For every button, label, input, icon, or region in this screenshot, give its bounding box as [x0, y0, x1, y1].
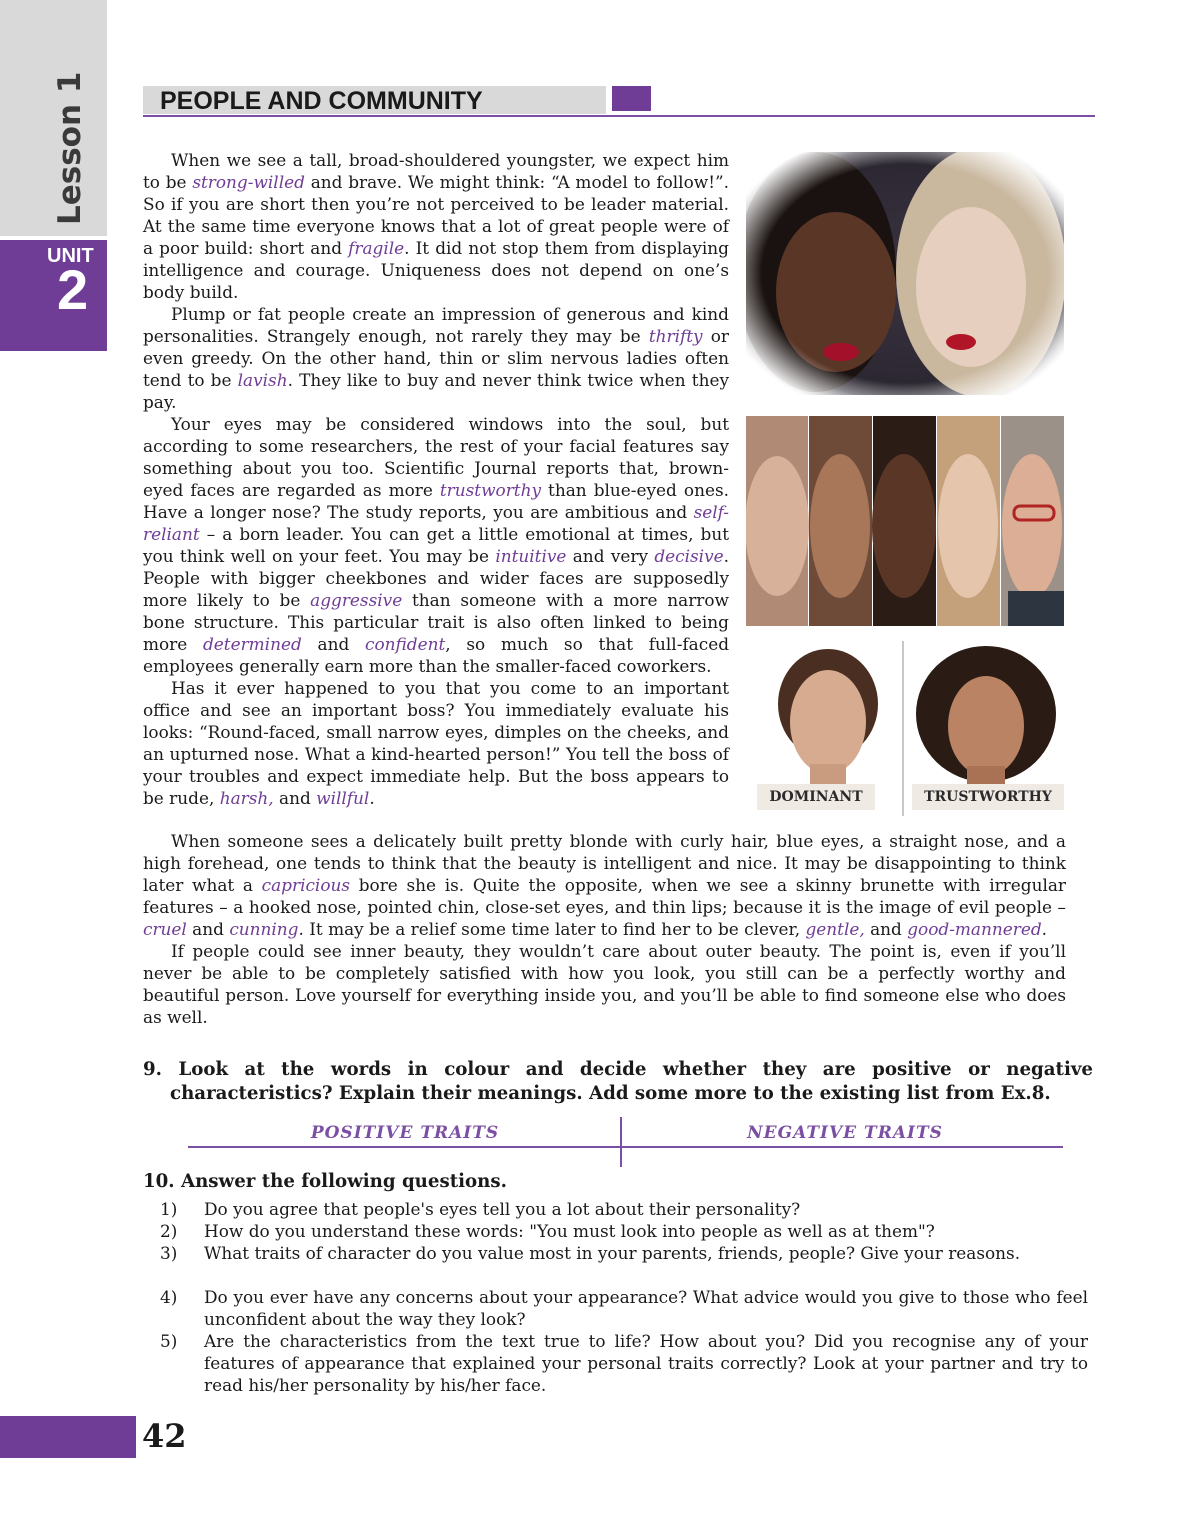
keyword: good-mannered: [907, 919, 1042, 939]
caption-trustworthy: TRUSTWORTHY: [912, 784, 1064, 810]
paragraph-2: Plump or fat people create an impression of generous and kind personalities. Strangely enough, not rarely they may be thrifty or even greedy. On the other hand, thin or slim nervous ladies often tend to be lavish. They like to buy and never think twice when they pay.: [143, 304, 729, 412]
question-item: 5) Are the characteristics from the text true to life? How about you? Did you recognise any of your features of appearance that explained your personal traits correctly? Look at your partner and try to read his/her personality by his/her face.: [160, 1331, 1088, 1395]
task-10-instruction: 10. Answer the following questions.: [143, 1171, 507, 1192]
paragraph-5: When someone sees a delicately built pretty blonde with curly hair, blue eyes, a straight nose, and a high forehead, one tends to think that the beauty is intelligent and nice. It may be disappointing to think later what a capricious bore she is. Quite the opposite, when we see a skinny brunette with irregular features – a hooked nose, pointed chin, close-set eyes, and thin lips; because it is the image of evil people – cruel and cunning. It may be a relief some time later to find her to be clever, gentle, and good-mannered.: [143, 831, 1066, 939]
traits-table-rule: [188, 1146, 1063, 1148]
traits-table-divider: [620, 1117, 622, 1167]
keyword: lavish: [237, 370, 288, 390]
page-number-bar: [0, 1416, 136, 1458]
keyword: willful: [316, 788, 370, 808]
keyword: gentle,: [805, 919, 865, 939]
title-underline: [143, 115, 1095, 117]
page-title: PEOPLE AND COMMUNITY: [160, 87, 483, 115]
keyword: strong-willed: [192, 172, 305, 192]
question-item: 1) Do you agree that people's eyes tell you a lot about their personality?: [160, 1199, 801, 1219]
photo-five-faces: [746, 416, 1064, 626]
keyword: fragile: [348, 238, 405, 258]
keyword: self-reliant: [143, 502, 729, 544]
keyword: trustworthy: [439, 480, 541, 500]
keyword: intuitive: [495, 546, 567, 566]
keyword: harsh,: [219, 788, 274, 808]
keyword: cruel: [143, 919, 187, 939]
negative-traits-heading: NEGATIVE TRAITS: [747, 1123, 943, 1143]
paragraph-6: If people could see inner beauty, they wouldn’t care about outer beauty. The point is, even if you’ll never be able to be completely satisfied with how you look, you still can be a perfectly worthy and beautiful person. Love yourself for everything inside you, and you’ll be able to find someone else who does as well.: [143, 941, 1066, 1027]
paragraph-3: Your eyes may be considered windows into the soul, but according to some researchers, the rest of your facial features say something about you too. Scientific Journal reports that, brown-eyed faces are regarded as more trustworthy than blue-eyed ones. Have a longer nose? The study reports, you are ambitious and self-reliant – a born leader. You can get a little emotional at times, but you think well on your feet. You may be intuitive and very decisive. People with bigger cheekbones and wider faces are supposedly more likely to be aggressive than someone with a more narrow bone structure. This particular trait is also often linked to being more determined and confident, so much so that full-faced employees generally earn more than the smaller-faced coworkers.: [143, 414, 730, 676]
lesson-label: Lesson 1: [52, 71, 88, 225]
keyword: determined: [203, 634, 302, 654]
question-item: 3) What traits of character do you value most in your parents, friends, people? Give your reasons.: [160, 1243, 1021, 1263]
photo-two-women: [746, 152, 1064, 395]
keyword: thrifty: [648, 326, 703, 346]
unit-badge: [0, 240, 107, 351]
image-divider: [902, 641, 904, 816]
keyword: capricious: [261, 875, 351, 895]
question-item: 2) How do you understand these words: "You must look into people as well as at them"?: [160, 1221, 935, 1241]
positive-traits-heading: POSITIVE TRAITS: [310, 1123, 500, 1143]
question-item: 4) Do you ever have any concerns about your appearance? What advice would you give to those who feel unconfident about the way they look?: [160, 1287, 1088, 1329]
task-9-instruction: 9. Look at the words in colour and decide whether they are positive or negative characteristics? Explain their meanings. Add some more to the existing list from Ex.8.: [143, 1059, 1093, 1104]
text-column-narrow: [143, 149, 729, 809]
keyword: decisive: [654, 546, 724, 566]
keyword: cunning: [229, 919, 299, 939]
caption-dominant: DOMINANT: [757, 784, 875, 810]
keyword: aggressive: [310, 590, 403, 610]
unit-number: 2: [57, 258, 89, 321]
keyword: confident: [365, 634, 446, 654]
unit-word: UNIT: [47, 245, 94, 267]
text-column-wide: [143, 830, 1066, 1028]
paragraph-1: When we see a tall, broad-shouldered youngster, we expect him to be strong-willed and brave. We might think: “A model to follow!”. So if you are short then you’re not perceived to be leader material. At the same time everyone knows that a lot of great people were of a poor build: short and fragile. It did not stop them from displaying intelligence and courage. Uniqueness does not depend on one’s body build.: [143, 150, 729, 302]
page-number: 42: [142, 1417, 187, 1455]
paragraph-4: Has it ever happened to you that you come to an important office and see an important boss? You immediately evaluate his looks: “Round-faced, small narrow eyes, dimples on the cheeks, and an upturned nose. What a kind-hearted person!” You tell the boss of your troubles and expect immediate help. But the boss appears to be rude, harsh, and willful.: [143, 678, 729, 808]
title-accent-square: [612, 86, 651, 111]
